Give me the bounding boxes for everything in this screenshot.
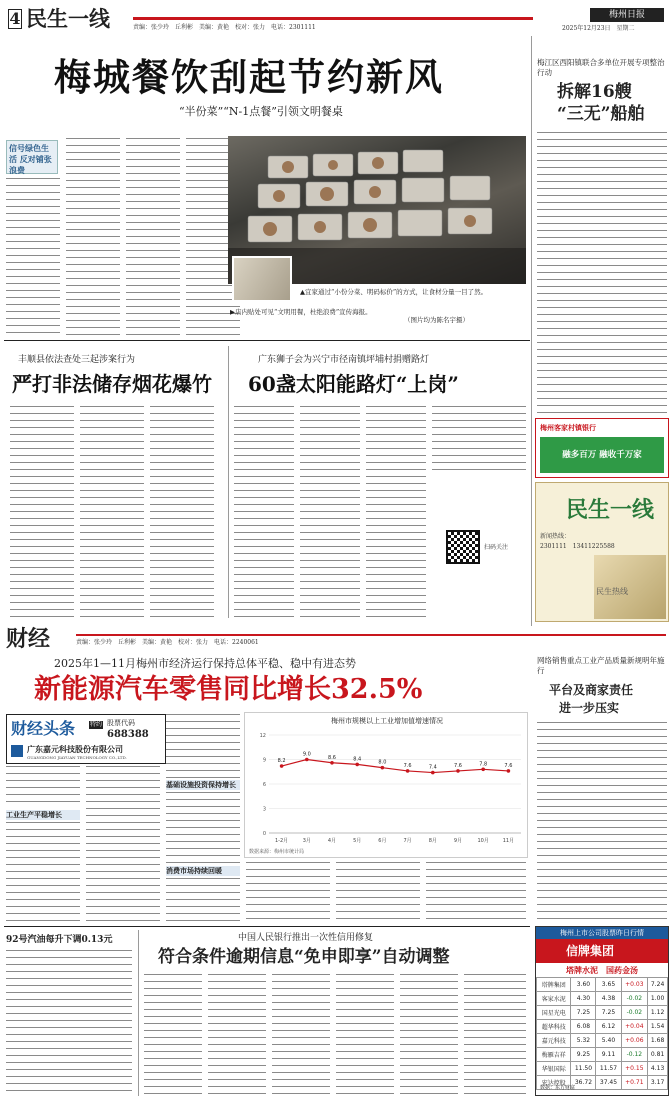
chart-point — [481, 768, 485, 772]
finance-body-col6 — [426, 862, 526, 924]
quality-body — [537, 722, 667, 922]
stock-name: 国星光电 — [537, 1006, 571, 1020]
chart-y-tick: 12 — [259, 733, 266, 739]
finance-body-col1b — [6, 822, 80, 924]
right-column-divider — [531, 36, 532, 626]
quality-headline-2: 进一步压实 — [559, 701, 620, 715]
lead-bottom-rule — [4, 340, 530, 341]
sponsor-name: 广东嘉元科技股份有限公司 — [27, 744, 123, 754]
minsheng-box — [535, 482, 669, 622]
masthead-date: 2025年12月23日 星期二 — [562, 25, 635, 32]
stock-value: 6.08 — [571, 1020, 596, 1034]
finance-body-col1 — [6, 766, 80, 808]
chart-data-label: 8.0 — [378, 759, 387, 766]
chart-data-label: 7.4 — [428, 764, 437, 771]
stock-value: +0.06 — [621, 1034, 648, 1048]
finance-sub3: 消费市场持续回暖 — [166, 866, 240, 876]
chart-x-tick: 10月 — [477, 838, 489, 844]
chart-data-label: 7.6 — [454, 762, 462, 769]
chart-point — [305, 758, 309, 762]
finance-lead — [4, 652, 530, 926]
finance-headline: 新能源汽车零售同比增长32.5% — [34, 674, 423, 705]
stock-value: 36.72 — [571, 1076, 596, 1090]
bank-ad-brand: 梅州客家村镇银行 — [540, 423, 596, 432]
price-table-box — [535, 926, 669, 1096]
credit-story — [142, 930, 530, 1096]
finance-kicker: 2025年1—11月梅州市经济运行保持总体平稳、稳中有进态势 — [54, 657, 356, 670]
chart-point — [456, 769, 460, 773]
lead-body-col2 — [66, 138, 120, 338]
stock-value: 3.65 — [596, 978, 621, 992]
finance-sub2: 基础设施投资保持增长 — [166, 780, 240, 790]
stock-value: 1.12 — [648, 1006, 668, 1020]
stock-value: 9.11 — [596, 1048, 621, 1062]
finance-body-col3 — [166, 714, 240, 778]
stock-value: 7.25 — [596, 1006, 621, 1020]
chart-title: 梅州市规模以上工业增加值增速情况 — [331, 717, 443, 725]
stock-value: +0.03 — [621, 978, 648, 992]
credit-body-col5 — [400, 974, 458, 1094]
stock-value: 3.17 — [648, 1076, 668, 1090]
stock-name: 塔牌集团 — [537, 978, 571, 992]
chart-point — [507, 769, 511, 773]
quality-kicker: 网络销售重点工业产品质量新规明年施行 — [537, 656, 665, 675]
minsheng-box-title: 民生一线 — [566, 497, 655, 523]
lead-caption-1: ▲宜家通过“小份分菜、明码标价”的方式，让食材分量一目了然。 — [300, 288, 488, 296]
finance-chart — [244, 712, 528, 858]
price-table-brand: 信牌集团 — [566, 944, 615, 958]
finance-body-col3c — [166, 878, 240, 924]
chart-x-tick: 11月 — [502, 838, 515, 844]
stock-name: 华银国际 — [537, 1062, 571, 1076]
finance-box-title: 财经头条 — [11, 719, 76, 738]
stock-value: 1.00 — [648, 992, 668, 1006]
bank-ad-banner: 融多百万 融收千万家 — [540, 437, 664, 473]
minsheng-hotline-label: 新闻热线： — [540, 533, 571, 540]
lead-inset-photo — [232, 256, 292, 302]
ship-story — [535, 36, 669, 416]
chart-point — [406, 769, 410, 773]
ship-headline-1: 拆解16艘 — [557, 82, 632, 102]
credit-body-col6 — [464, 974, 526, 1094]
finance-lead-bottom-rule — [4, 926, 530, 927]
price-row — [537, 992, 668, 1006]
chart-source: 数据来源：梅州市统计局 — [249, 849, 305, 855]
chart-point — [431, 771, 435, 775]
solar-body-col1 — [234, 406, 294, 618]
finance-rule — [76, 634, 666, 636]
lead-caption-credit: （图片均为陈名宇摄） — [404, 316, 469, 324]
lead-headline: 梅城餐饮刮起节约新风 — [54, 55, 444, 99]
stock-value: 6.12 — [596, 1020, 621, 1034]
credit-headline: 符合条件逾期信息“免申即享”自动调整 — [158, 947, 450, 967]
stock-value: +0.15 — [621, 1062, 648, 1076]
sponsor-name-en: GUANGDONG JIAYUAN TECHNOLOGY CO.,LTD. — [27, 755, 127, 760]
stock-name: 梅雁吉祥 — [537, 1048, 571, 1062]
quality-story — [535, 652, 669, 924]
finance-credits: 责编：张少玲 丘利彬 美编：黄艳 校对：张力 电话：2240061 — [76, 639, 259, 646]
stock-value: 7.25 — [571, 1006, 596, 1020]
ship-body — [537, 132, 667, 416]
lead-body-col1 — [6, 178, 60, 338]
stock-name: 超华科技 — [537, 1020, 571, 1034]
chart-y-tick: 6 — [262, 782, 266, 788]
oil-divider — [138, 930, 139, 1096]
price-table — [536, 977, 668, 1090]
masthead-credits: 责编：张少玲 丘利彬 美编：黄艳 校对：张力 电话：2301111 — [133, 24, 316, 31]
solar-body-col2 — [300, 406, 360, 618]
chart-point — [280, 764, 284, 768]
finance-body-col3b — [166, 792, 240, 864]
chart-x-tick: 7月 — [403, 838, 412, 844]
stock-value: -0.02 — [621, 992, 648, 1006]
chart-x-tick: 1-2月 — [275, 838, 289, 844]
lead-caption-2: ▶店内贴处可见“文明用餐，杜绝浪费”宣传海报。 — [230, 308, 372, 316]
stock-value: 7.24 — [648, 978, 668, 992]
chart-data-label: 8.6 — [328, 754, 336, 761]
tobacco-kicker: 丰顺县依法查处三起涉案行为 — [18, 355, 136, 365]
solar-headline: 60盏太阳能路灯“上岗” — [248, 372, 459, 396]
stock-value: 11.57 — [596, 1062, 621, 1076]
stock-value: 4.13 — [648, 1062, 668, 1076]
chart-data-label: 7.8 — [479, 761, 488, 768]
price-row — [537, 1048, 668, 1062]
solar-body-col4 — [432, 406, 526, 474]
chart-data-label: 8.4 — [353, 756, 362, 763]
masthead-rule — [133, 17, 533, 20]
quality-headline-1: 平台及商家责任 — [549, 683, 634, 697]
credit-kicker: 中国人民银行推出一次性信用修复 — [238, 933, 374, 943]
stock-value: 1.54 — [648, 1020, 668, 1034]
stock-value: +0.71 — [621, 1076, 648, 1090]
page-number-badge: 4 — [9, 9, 21, 28]
price-table-slogan: 塔牌水泥 国药金汤 — [566, 965, 638, 975]
price-row — [537, 1062, 668, 1076]
price-row — [537, 1006, 668, 1020]
qr-caption: 扫码关注 — [484, 544, 509, 551]
chart-data-label: 7.6 — [403, 762, 412, 769]
chart-x-tick: 4月 — [327, 838, 337, 844]
stock-value: -0.12 — [621, 1048, 648, 1062]
tobacco-body-col2 — [80, 406, 144, 618]
stock-label: 股票代码 — [107, 719, 135, 727]
credit-body-col4 — [336, 974, 394, 1094]
chart-x-tick: 8月 — [428, 838, 437, 844]
minsheng-box-subtitle: 民生热线 — [596, 587, 628, 596]
chart-data-label: 9.0 — [302, 751, 311, 758]
stock-value: 0.81 — [648, 1048, 668, 1062]
chart-series-line — [282, 760, 509, 773]
credit-body-col3 — [272, 974, 330, 1094]
price-table-title: 梅州上市公司股票昨日行情 — [536, 927, 668, 939]
finance-header — [0, 624, 672, 652]
tobacco-body-col3 — [150, 406, 214, 618]
chart-point — [381, 766, 385, 770]
price-table-brand-bar — [536, 939, 668, 963]
stock-value: 3.60 — [571, 978, 596, 992]
tobacco-body-col1 — [10, 406, 74, 618]
chart-x-tick: 3月 — [302, 838, 311, 844]
bank-ad — [535, 418, 669, 478]
qr-code[interactable] — [446, 530, 480, 564]
section-title: 民生一线 — [26, 6, 110, 31]
price-row — [537, 1020, 668, 1034]
finance-sub1: 工业生产平稳增长 — [6, 810, 80, 820]
stock-value: -0.02 — [621, 1006, 648, 1020]
oil-body — [6, 950, 132, 1094]
chart-x-tick: 5月 — [353, 838, 362, 844]
lead-intro-label: 信号绿色生活 反对铺张浪费 — [6, 140, 58, 174]
stock-value: 1.68 — [648, 1034, 668, 1048]
finance-body-col5 — [336, 862, 420, 924]
chart-y-tick: 9 — [262, 757, 266, 764]
ship-kicker: 梅江区西阳镇联合多单位开展专项整治行动 — [537, 58, 665, 77]
chart-point — [355, 763, 359, 767]
chart-x-tick: 6月 — [378, 838, 387, 844]
stock-value: 11.50 — [571, 1062, 596, 1076]
price-row — [537, 1034, 668, 1048]
price-row — [537, 978, 668, 992]
finance-headline-box — [6, 714, 166, 764]
lead-story — [4, 36, 530, 340]
solar-body-col3 — [366, 406, 426, 618]
finance-box-tag: 特约 — [89, 721, 102, 728]
stock-name: 宏达控股 — [537, 1076, 571, 1090]
chart-x-tick: 9月 — [453, 838, 463, 844]
credit-body-col1 — [144, 974, 202, 1094]
minsheng-hotline: 2301111 13411225588 — [540, 543, 615, 550]
chart-data-label: 7.6 — [504, 762, 513, 769]
stock-value: 9.25 — [571, 1048, 596, 1062]
stock-value: +0.04 — [621, 1020, 648, 1034]
chart-point — [330, 761, 334, 765]
stock-value: 5.32 — [571, 1034, 596, 1048]
lead-body-col3 — [126, 138, 180, 338]
chart-y-tick: 3 — [262, 806, 266, 813]
finance-body-col2 — [86, 766, 160, 924]
chart-y-tick: 0 — [262, 831, 266, 837]
paper-logo: 梅州日报 — [590, 8, 664, 22]
stock-name: 嘉元科技 — [537, 1034, 571, 1048]
stock-value: 4.30 — [571, 992, 596, 1006]
masthead — [0, 0, 672, 34]
ship-headline-2: “三无”船舶 — [557, 104, 645, 124]
lead-subhead: “半份菜”“N-1点餐”引领文明餐桌 — [179, 105, 343, 118]
solar-kicker: 广东狮子会为兴宁市径南镇坪埔村捐赠路灯 — [258, 355, 430, 365]
tobacco-headline: 严打非法储存烟花爆竹 — [12, 372, 212, 396]
tobacco-divider — [228, 346, 229, 618]
oil-headline: 92号汽油每升下调0.13元 — [6, 935, 113, 945]
stock-value: 5.40 — [596, 1034, 621, 1048]
credit-body-col2 — [208, 974, 266, 1094]
stock-value: 4.38 — [596, 992, 621, 1006]
price-table-footer: 数据：东方财富 — [540, 1085, 576, 1091]
sponsor-logo — [11, 745, 23, 757]
tobacco-story — [4, 344, 224, 620]
chart-data-label: 8.2 — [277, 758, 286, 765]
finance-body-col4 — [246, 862, 330, 924]
oil-story — [4, 930, 134, 1096]
stock-value: 37.45 — [596, 1076, 621, 1090]
solar-story — [232, 344, 530, 620]
stock-name: 客家水泥 — [537, 992, 571, 1006]
chart-plot — [245, 727, 529, 851]
stock-code: 688388 — [107, 729, 149, 740]
finance-section-title: 财经 — [6, 626, 51, 652]
